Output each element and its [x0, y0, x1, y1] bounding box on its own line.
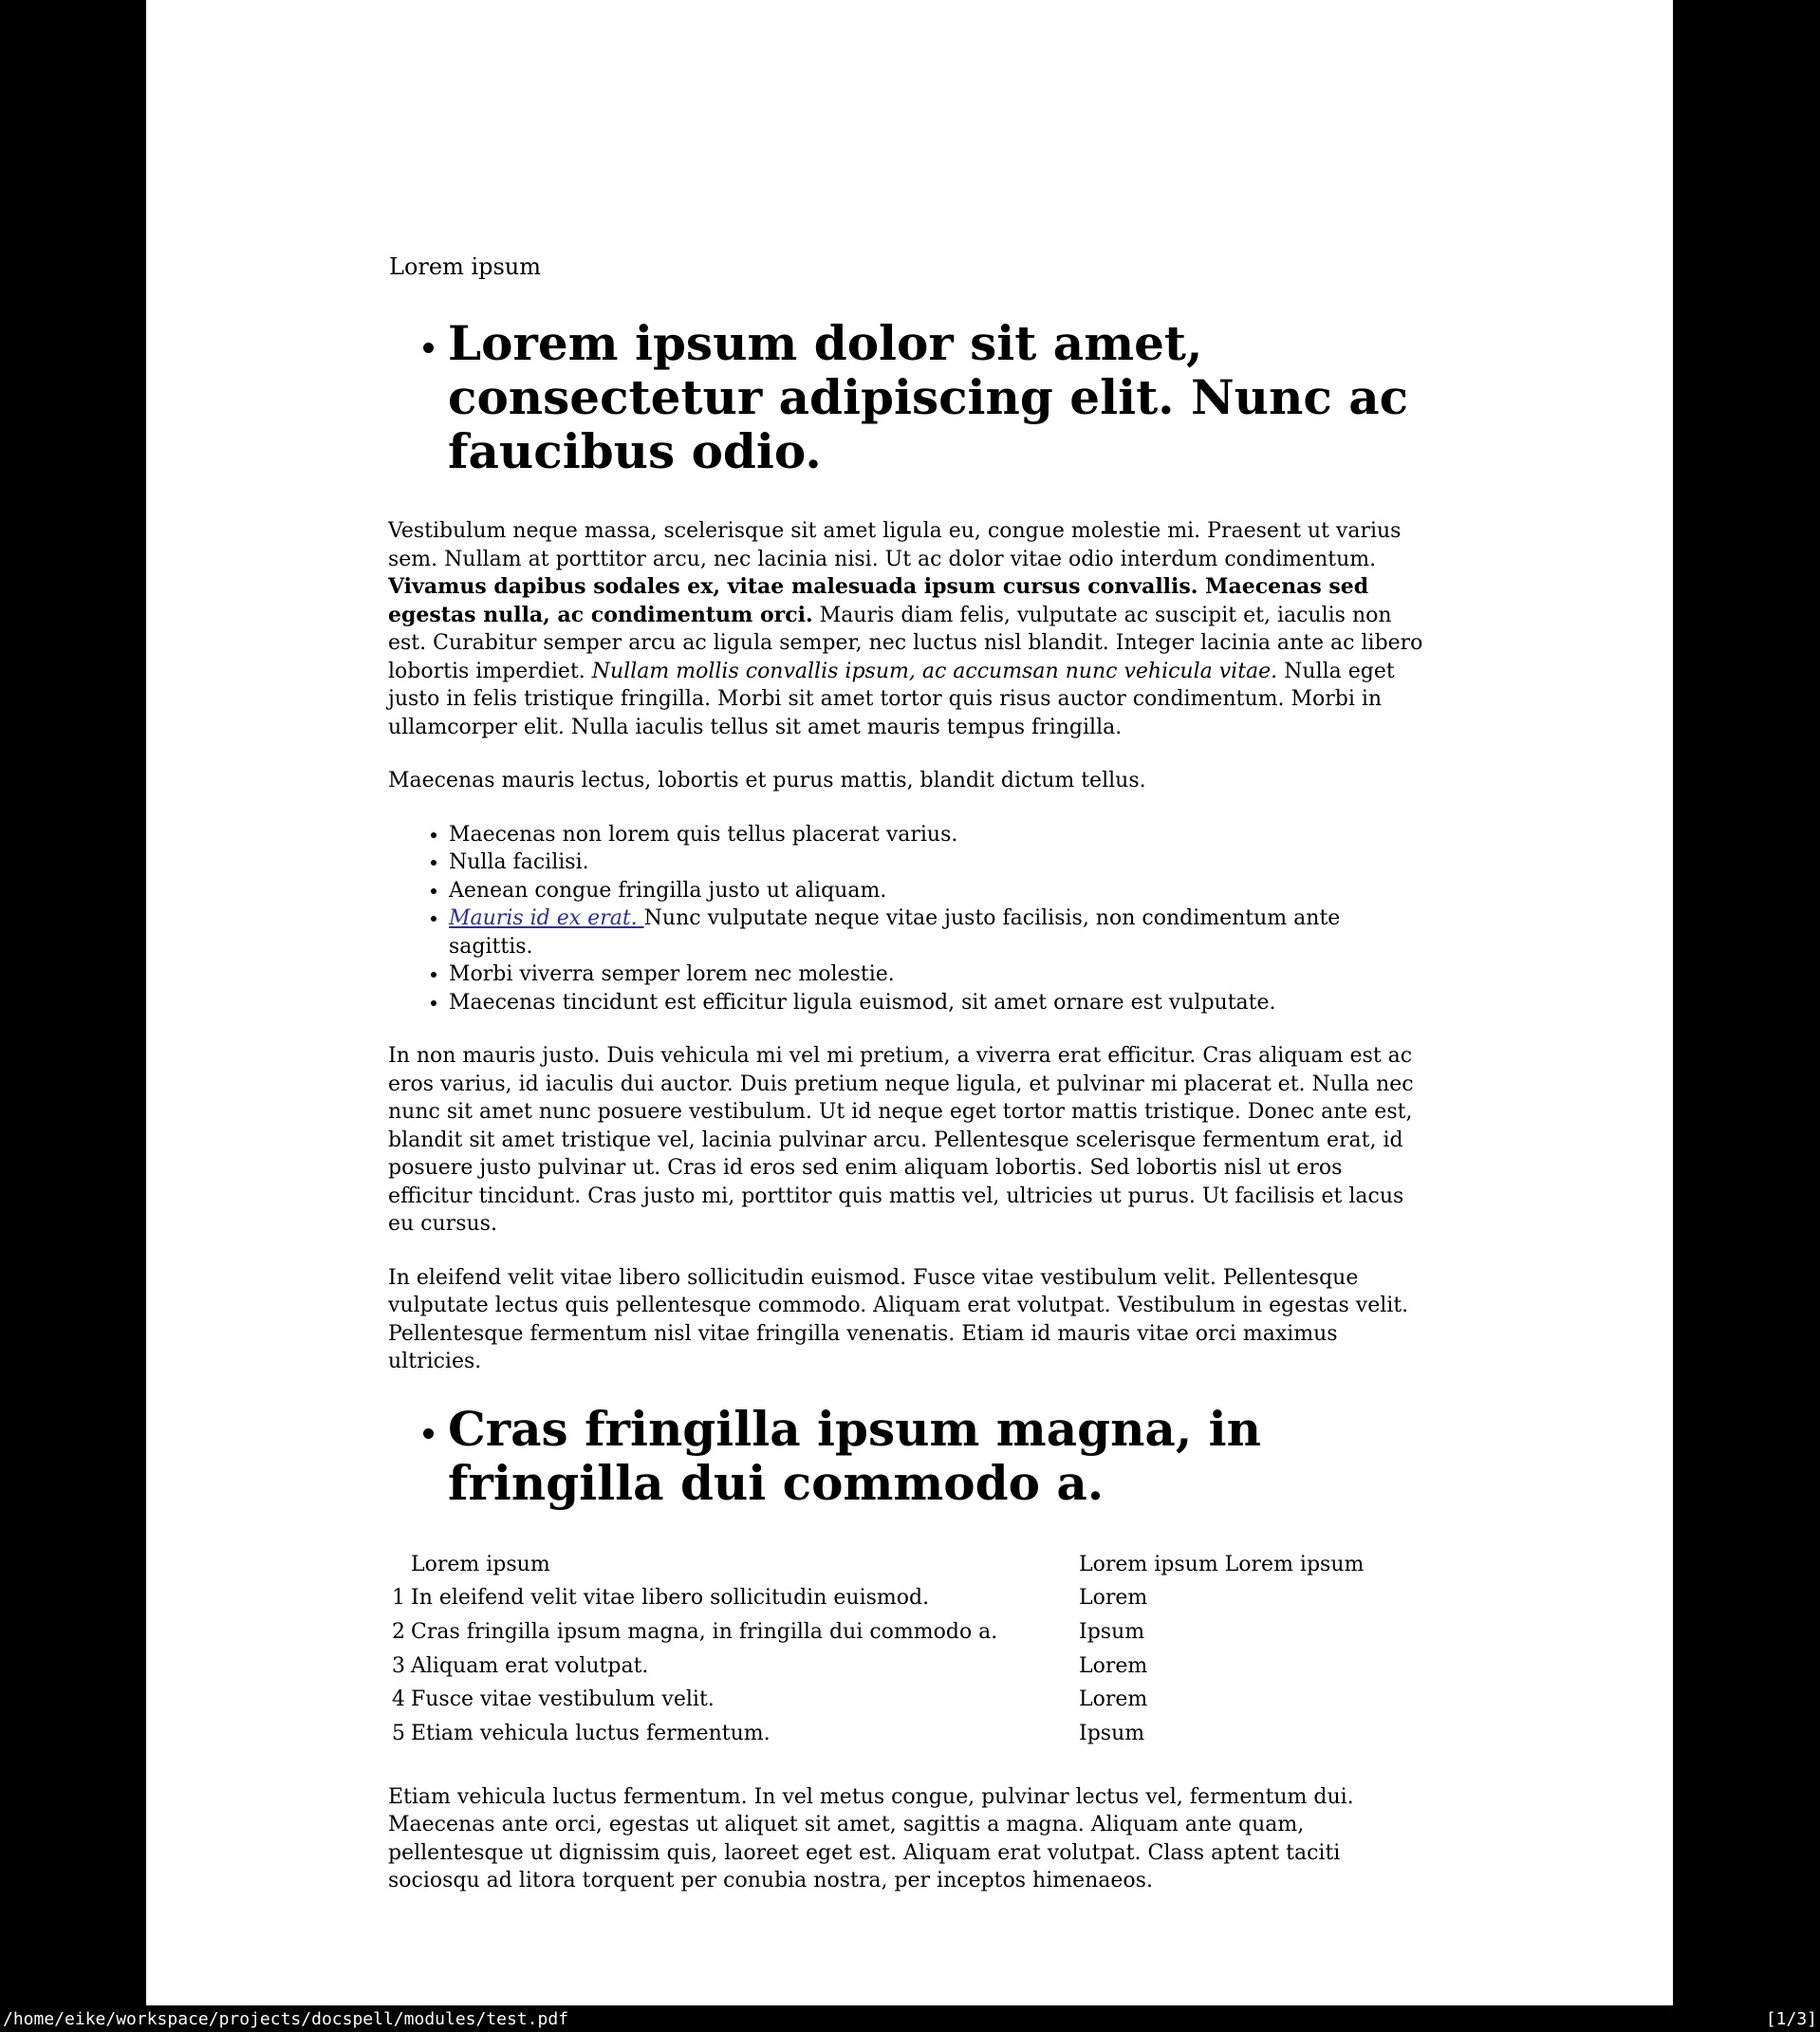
paragraph-3: In non mauris justo. Duis vehicula mi vel mi pretium, a viverra erat efficitur. Cras aliquam est ac eros varius, id iaculis dui auctor. Duis pretium neque ligula, et pulvinar mi placerat et. Nulla nec nunc sit amet nunc posuere vestibulum. Ut id neque eget tortor mattis tristique. Donec ante est, blandit sit amet tristique vel, lacinia pulvinar arcu. Pellentesque scelerisque fermentum erat, id posuere justo pulvinar ut. Cras id eros sed enim aliquam lobortis. Sed lobortis nisl ut eros efficitur tincidunt. Cras justo mi, porttitor quis mattis vel, ultricies ut purus. Ut facilisis et lacus eu cursus.: [388, 1044, 1414, 1236]
heading-1-text: Lorem ipsum dolor sit amet, consectetur adipiscing elit. Nunc ac faucibus odio.: [448, 315, 1409, 479]
list-item: • Aenean congue fringilla justo ut aliquam.: [449, 877, 1430, 905]
list-item: • Maecenas non lorem quis tellus placerat varius.: [449, 821, 1430, 849]
table-row: [388, 1615, 1364, 1650]
status-file-path: /home/eike/workspace/projects/docspell/modules/test.pdf: [3, 2008, 569, 2029]
table-cell-description: In eleifend velit vitae libero sollicitudin euismod.: [411, 1586, 930, 1611]
table-row: [388, 1581, 1364, 1615]
table-header-description: Lorem ipsum: [411, 1552, 550, 1576]
paragraph-4: In eleifend velit vitae libero sollicitudin euismod. Fusce vitae vestibulum velit. Pellentesque vulputate lectus quis pellentesque commodo. Aliquam erat volutpat. Vestibulum in egestas velit. Pellentesque fermentum nisl vitae fringilla venenatis. Etiam id mauris vitae orci maximus ultricies.: [388, 1265, 1409, 1373]
table-cell-number: 1: [392, 1586, 405, 1611]
document-top-label: Lorem ipsum: [389, 253, 542, 280]
table-cell-description: Etiam vehicula luctus fermentum.: [411, 1721, 771, 1745]
heading-2-text: Cras fringilla ipsum magna, in fringilla dui commodo a.: [448, 1400, 1261, 1511]
table-cell-value: Lorem: [1079, 1653, 1148, 1678]
table-cell-value: Ipsum: [1079, 1721, 1145, 1745]
document-content: [146, 0, 1673, 1895]
status-page-indicator: [1/3]: [1765, 2008, 1817, 2029]
table-cell-description: Aliquam erat volutpat.: [411, 1653, 649, 1678]
italic-text: Nullam mollis convallis ipsum, ac accumsan nunc vehicula vitae.: [591, 659, 1278, 683]
heading-1: [423, 316, 1430, 478]
heading-2: [423, 1402, 1430, 1510]
heading-bullet-icon: [423, 1428, 434, 1439]
paragraph-2: Maecenas mauris lectus, lobortis et purus mattis, blandit dictum tellus.: [388, 769, 1146, 792]
table-row: [388, 1650, 1364, 1684]
table-header-value: Lorem ipsum Lorem ipsum: [1079, 1552, 1365, 1576]
list-item: • Morbi viverra semper lorem nec molestie.: [449, 960, 1430, 989]
list-item: • Nulla facilisi.: [449, 848, 1430, 877]
bullet-list: [388, 821, 1430, 1017]
table-cell-number: 5: [392, 1721, 405, 1745]
list-item: • Mauris id ex erat. Nunc vulputate neque vitae justo facilisis, non condimentum ante sagittis.: [449, 904, 1430, 960]
table-cell-number: 4: [392, 1687, 405, 1712]
table-cell-number: 2: [392, 1619, 405, 1644]
bold-text: Vivamus dapibus sodales ex, vitae malesuada ipsum cursus convallis. Maecenas sed egestas nulla, ac condimentum orci.: [388, 574, 1369, 627]
list-item: • Maecenas tincidunt est efficitur ligula euismod, sit amet ornare est vulputate.: [449, 989, 1430, 1017]
table-cell-description: Cras fringilla ipsum magna, in fringilla dui commodo a.: [411, 1619, 998, 1644]
table-row: [388, 1683, 1364, 1717]
table-row: [388, 1717, 1364, 1751]
table-cell-number: 3: [392, 1653, 405, 1678]
status-bar: [0, 2005, 1820, 2032]
table-header-number: [388, 1548, 411, 1582]
document-link[interactable]: Mauris id ex erat.: [449, 906, 644, 930]
data-table: [388, 1548, 1364, 1751]
table-header-row: [388, 1548, 1364, 1582]
table-cell-value: Lorem: [1079, 1586, 1148, 1611]
table-cell-value: Ipsum: [1079, 1619, 1145, 1644]
paragraph-1: Vestibulum neque massa, scelerisque sit amet ligula eu, congue molestie mi. Praesent ut varius sem. Nullam at porttitor arcu, nec lacinia nisi. Ut ac dolor vitae odio interdum condimentum. Vivamus dapibus sodales ex, vitae malesuada ipsum cursus convallis. Maecenas sed egestas nulla, ac condimentum orci. Mauris diam felis, vulputate ac suscipit et, iaculis non est. Curabitur semper arcu ac ligula semper, nec luctus nisl blandit. Integer lacinia ante ac libero lobortis imperdiet. Nullam mollis convallis ipsum, ac accumsan nunc vehicula vitae. Nulla eget justo in felis tristique fringilla. Morbi sit amet tortor quis risus auctor condimentum. Morbi in ullamcorper elit. Nulla iaculis tellus sit amet mauris tempus fringilla.: [388, 519, 1423, 739]
table-cell-value: Lorem: [1079, 1687, 1148, 1712]
paragraph-5: Etiam vehicula luctus fermentum. In vel metus congue, pulvinar lectus vel, fermentum dui. Maecenas ante orci, egestas ut aliquet sit amet, sagittis a magna. Aliquam ante quam, pellentesque ut dignissim quis, laoreet eget est. Aliquam erat volutpat. Class aptent taciti sociosqu ad litora torquent per conubia nostra, per inceptos himenaeos.: [388, 1784, 1354, 1893]
pdf-page: [146, 0, 1673, 2005]
heading-bullet-icon: [423, 343, 434, 353]
table-cell-description: Fusce vitae vestibulum velit.: [411, 1687, 715, 1712]
